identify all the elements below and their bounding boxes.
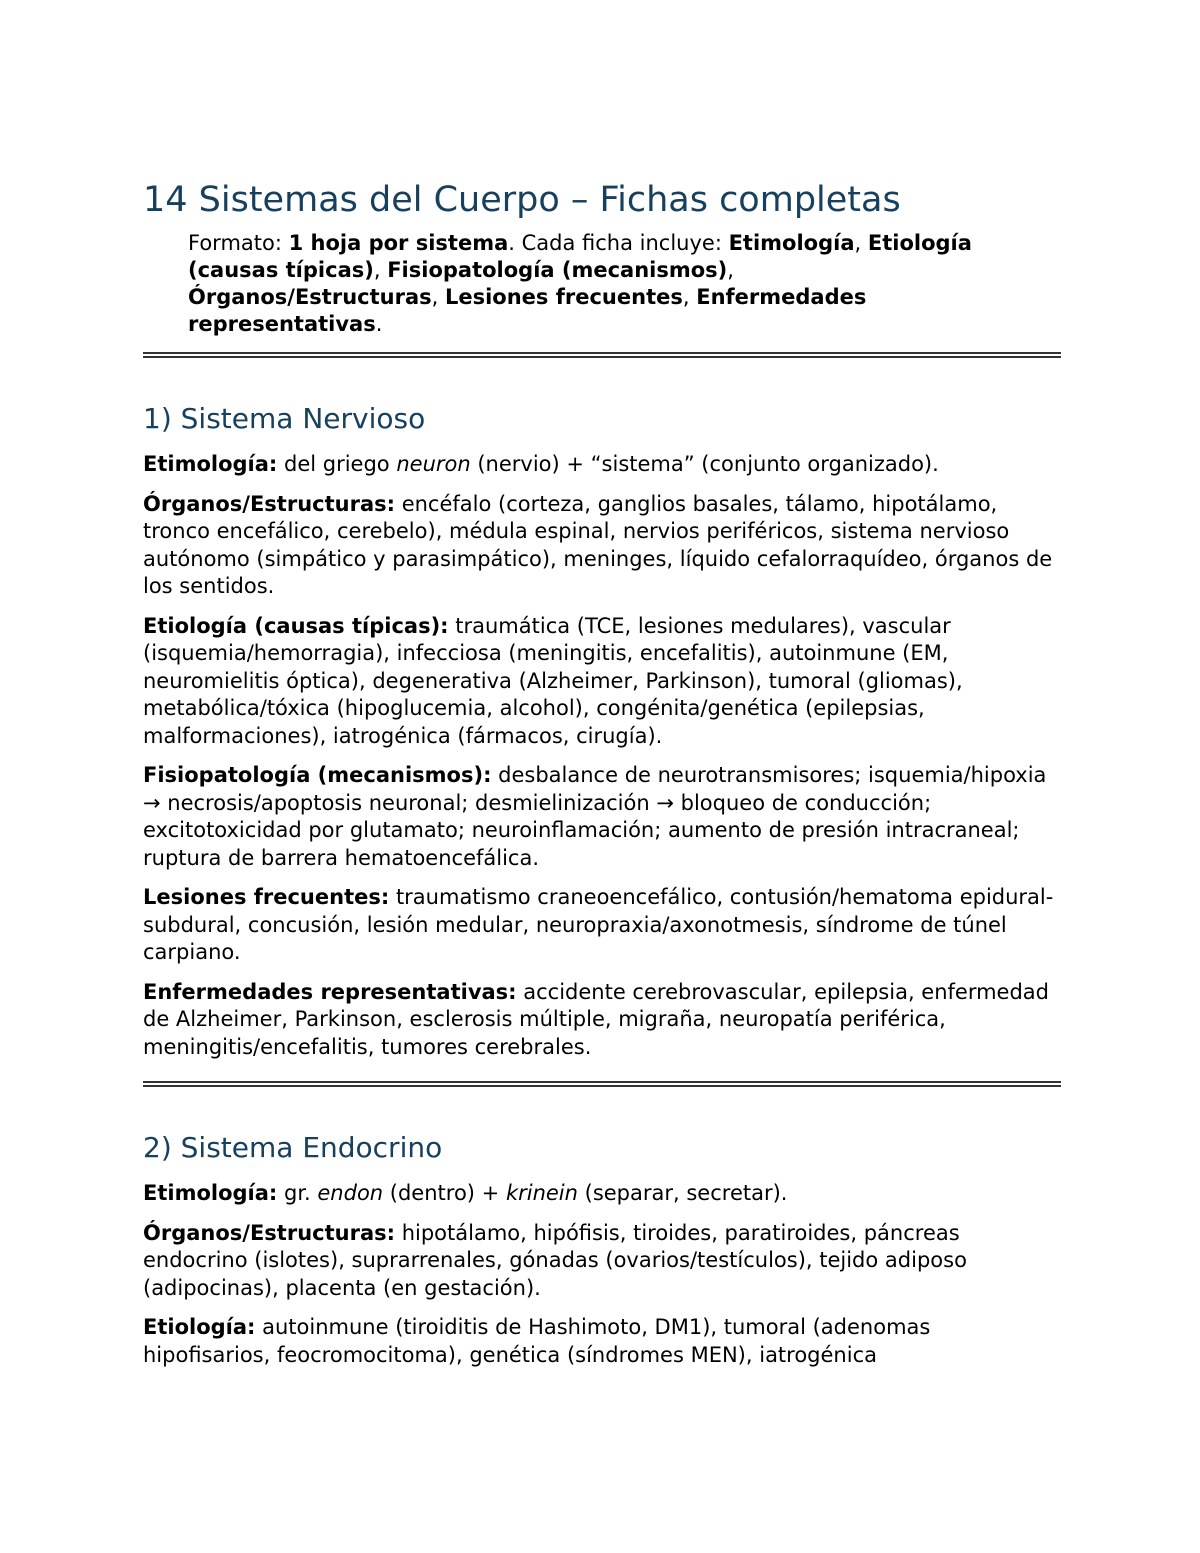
field-text: traumatismo craneoencefálico, contusión/hematoma epidural-subdural, concusión, lesión medular, neuropraxia/axonotmesis, síndrome de túnel carpiano. <box>143 885 1054 964</box>
field-label: Enfermedades representativas: <box>143 979 517 1004</box>
intro-text: , <box>727 258 734 282</box>
field-text: traumática (TCE, lesiones medulares), vascular (isquemia/hemorragia), infecciosa (meningitis, encefalitis), autoinmune (EM, neuromielitis óptica), degenerativa (Alzheimer, Parkinson), tumoral (gliomas), metabólica/tóxica (hipoglucemia, alcohol), congénita/genética (epilepsias, malformaciones), iatrogénica (fármacos, cirugía). <box>143 613 963 748</box>
intro-bold: Lesiones frecuentes <box>444 285 683 309</box>
field-organos <box>143 491 1061 601</box>
field-text: encéfalo (corteza, ganglios basales, tálamo, hipotálamo, tronco encefálico, cerebelo), médula espinal, nervios periféricos, sistema nervioso autónomo (simpático y parasimpático), meninges, líquido cefalorraquídeo, órganos de los sentidos. <box>143 491 1053 598</box>
field-text: accidente cerebrovascular, epilepsia, enfermedad de Alzheimer, Parkinson, esclerosis múltiple, migraña, neuropatía periférica, meningitis/encefalitis, tumores cerebrales. <box>143 979 1050 1059</box>
field-fisiopatologia <box>143 762 1061 872</box>
field-etimologia <box>143 451 1061 479</box>
intro-bold: 1 hoja por sistema <box>288 231 509 255</box>
intro-bold: Enfermedades representativas <box>188 285 867 336</box>
intro-paragraph <box>188 230 988 338</box>
field-text: (dentro) + <box>383 1181 506 1205</box>
field-italic: krinein <box>505 1181 578 1205</box>
field-label: Etimología: <box>143 1181 278 1205</box>
field-italic: neuron <box>396 452 471 476</box>
intro-text: , <box>854 231 868 255</box>
intro-text: . Cada ficha incluye: <box>508 231 729 255</box>
section-heading-endocrino: 2) Sistema Endocrino <box>143 1131 443 1164</box>
field-text: gr. <box>277 1181 318 1205</box>
field-italic: endon <box>317 1181 384 1205</box>
field-text: (separar, secretar). <box>577 1181 788 1205</box>
intro-bold: Fisiopatología (mecanismos) <box>387 258 728 282</box>
intro-text: . <box>375 312 383 336</box>
intro-text: , <box>373 258 388 282</box>
field-lesiones <box>143 884 1061 967</box>
field-label: Órganos/Estructuras: <box>143 1220 396 1245</box>
intro-text: , <box>682 285 697 309</box>
field-label: Fisiopatología (mecanismos): <box>143 763 492 787</box>
field-label: Etiología: <box>143 1315 256 1339</box>
document-content <box>143 176 1061 1369</box>
field-label: Etiología (causas típicas): <box>143 613 449 638</box>
field-etiologia <box>143 613 1061 751</box>
field-label: Órganos/Estructuras: <box>143 491 396 516</box>
intro-bold: Órganos/Estructuras <box>188 285 432 309</box>
field-text: autoinmune (tiroiditis de Hashimoto, DM1), tumoral (adenomas hipofisarios, feocromocitoma), genética (síndromes MEN), iatrogénica <box>143 1315 931 1367</box>
section-heading-nervioso: 1) Sistema Nervioso <box>143 402 426 435</box>
field-text: del griego <box>277 452 397 476</box>
intro-bold: Etimología <box>728 231 855 255</box>
section-divider <box>143 1081 1061 1087</box>
field-etimologia <box>143 1180 1061 1208</box>
intro-text: Formato: <box>188 231 289 255</box>
field-text: hipotálamo, hipófisis, tiroides, paratiroides, páncreas endocrino (islotes), suprarrenales, gónadas (ovarios/testículos), tejido adiposo (adipocinas), placenta (en gestación). <box>143 1220 967 1300</box>
field-text: (nervio) + “sistema” (conjunto organizado). <box>470 452 939 476</box>
field-text: desbalance de neurotransmisores; isquemia/hipoxia → necrosis/apoptosis neuronal; desmielinización → bloqueo de conducción; excitotoxicidad por glutamato; neuroinflamación; aumento de presión intracraneal; ruptura de barrera hematoencefálica. <box>143 763 1047 870</box>
section-divider <box>143 352 1061 358</box>
field-organos <box>143 1220 1061 1303</box>
intro-text: , <box>431 285 445 309</box>
field-label: Etimología: <box>143 452 278 476</box>
field-label: Lesiones frecuentes: <box>143 885 390 909</box>
intro-bold: Etiología (causas típicas) <box>188 231 972 282</box>
field-etiologia <box>143 1314 1061 1369</box>
field-enfermedades <box>143 979 1061 1062</box>
page-title: 14 Sistemas del Cuerpo – Fichas completas <box>143 180 901 220</box>
